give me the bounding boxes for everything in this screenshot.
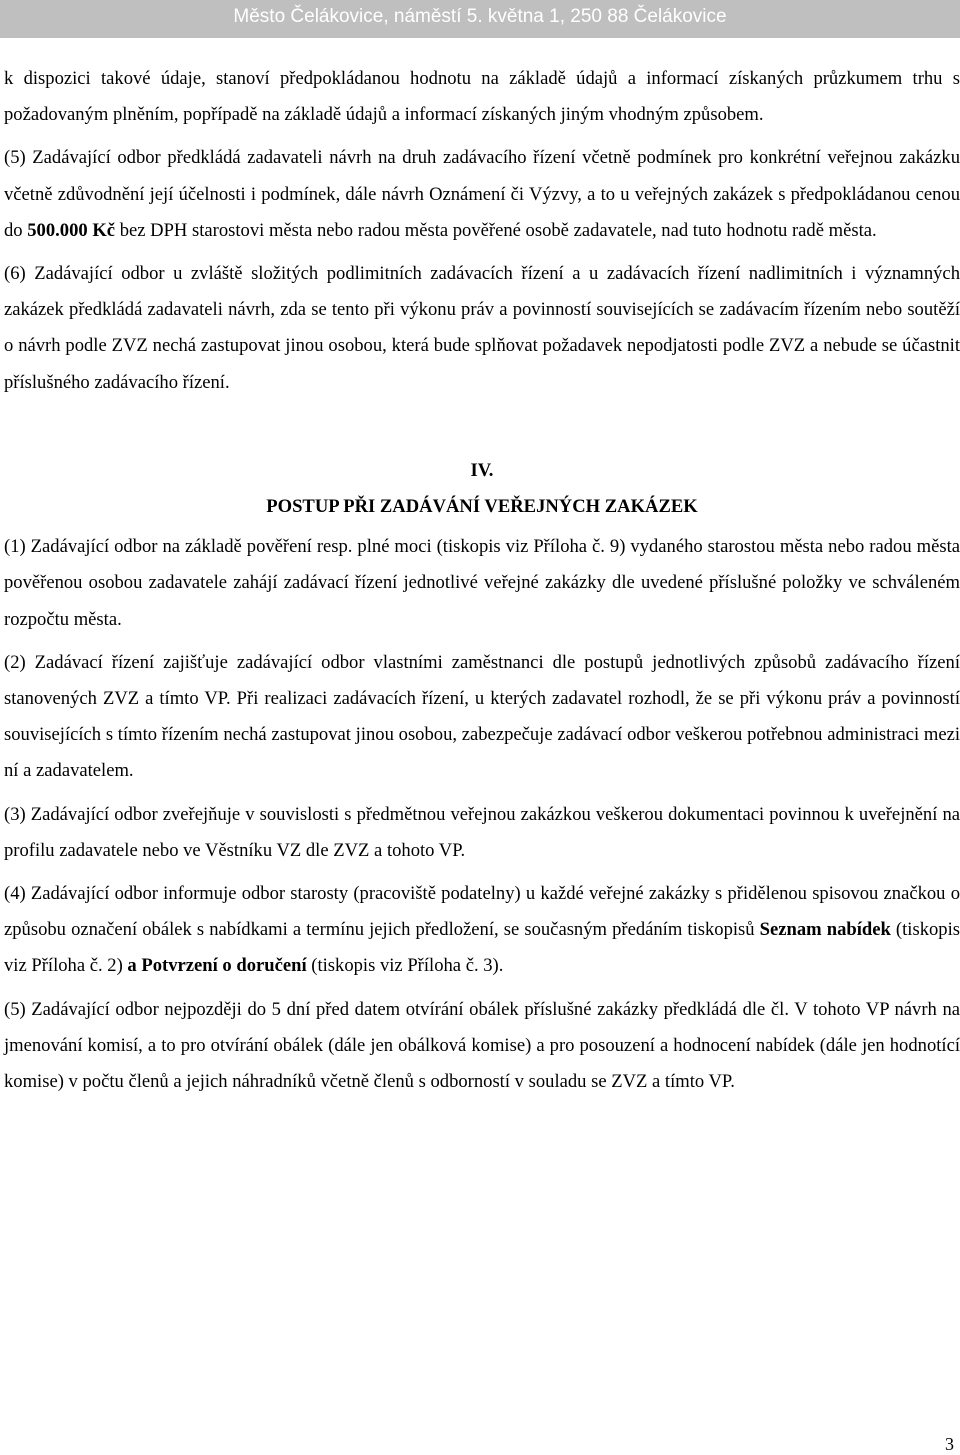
p5-text-c: bez DPH starostovi města nebo radou města pověřené osobě zadavatele, nad tuto hodnotu radě města.: [115, 219, 877, 241]
paragraph-5-section-3: [4, 140, 960, 249]
p4-text-e: (tiskopis viz Příloha č. 3).: [306, 955, 504, 977]
section-spacer: [4, 401, 960, 453]
p4-text-a: (4) Zadávající odbor informuje odbor starosty (pracoviště podatelny) u každé veřejné zakázky s přidělenou spisovou značkou o způsobu označení obálek s nabídkami a termínu jejich předložení, se současným předáním tiskopisů: [4, 883, 960, 941]
p5-price-limit: 500.000 Kč: [27, 219, 116, 241]
p5-text-a: (5) Zadávající odbor předkládá zadavateli návrh na druh zadávacího řízení včetně podmínek pro konkrétní veřejnou zakázku včetně zdůvodnění její účelnosti i podmínek, dále návrh Oznámení či Výzvy, a to u veřejných zakázek s předpokládanou cenou do: [4, 147, 960, 241]
header-address: Město Čelákovice, náměstí 5. května 1, 250 88 Čelákovice: [233, 6, 727, 27]
section-number: IV.: [470, 459, 494, 481]
paragraph-1-section-4: (1) Zadávající odbor na základě pověření resp. plné moci (tiskopis viz Příloha č. 9) vydaného starostou města nebo radou města pověřenou osobou zadavatele zahájí zadávací řízení jednotlivé veřejné zakázky dle uvedené příslušné položky ve schváleném rozpočtu města.: [4, 536, 960, 630]
paragraph-3-section-4: (3) Zadávající odbor zveřejňuje v souvislosti s předmětnou veřejnou zakázkou veškerou dokumentaci povinnou k uveřejnění na profilu zadavatele nebo ve Věstníku VZ dle ZVZ a tohoto VP.: [4, 803, 960, 861]
paragraph-5-section-4: (5) Zadávající odbor nejpozději do 5 dní před datem otvírání obálek příslušné zakázky předkládá dle čl. V tohoto VP návrh na jmenování komisí, a to pro otvírání obálek (dále jen obálková komise) a pro posouzení a hodnocení nabídek (dále jen hodnotící komise) v počtu členů a jejich náhradníků včetně členů s odborností v souladu se ZVZ a tímto VP.: [4, 998, 960, 1093]
section-title: POSTUP PŘI ZADÁVÁNÍ VEŘEJNÝCH ZAKÁZEK: [266, 496, 698, 518]
p4-text-c: (tiskopis viz Příloha č. 2): [4, 919, 960, 977]
paragraph-4-section-4: [4, 876, 960, 985]
paragraph-2-section-4: (2) Zadávací řízení zajišťuje zadávající odbor vlastními zaměstnanci dle postupů jednotlivých způsobů zadávacího řízení stanovených ZVZ a tímto VP. Při realizaci zadávacích řízení, u kterých zadavatel rozhodl, že se při výkonu práv a povinností souvisejících s tímto řízením nechá zastupovat jinou osobou, zabezpečuje zadávací odbor veškerou potřebnou administraci mezi ní a zadavatelem.: [4, 651, 960, 782]
page-number: 3: [945, 1434, 954, 1454]
p4-form-potvrzeni: a Potvrzení o doručení: [127, 955, 307, 977]
paragraph-continuation: k dispozici takové údaje, stanoví předpokládanou hodnotu na základě údajů a informací získaných průzkumem trhu s požadovaným plněním, popřípadě na základě údajů a informací získaných jiným vhodným způsobem.: [4, 68, 960, 126]
page-header: [0, 0, 960, 38]
p4-form-seznam-nabidek: Seznam nabídek: [759, 919, 891, 941]
paragraph-6-section-3: (6) Zadávající odbor u zvláště složitých podlimitních zadávacích řízení a u zadávacích řízení nadlimitních i významných zakázek předkládá zadavateli návrh, zda se tento při výkonu práv a povinností souvisejících se zadávacím řízením nebo soutěží o návrh podle ZVZ nechá zastupovat jinou osobou, která bude splňovat požadavek nepodjatosti podle ZVZ a nebude se účastnit příslušného zadávacího řízení.: [4, 263, 960, 393]
document-body: [4, 61, 960, 1100]
